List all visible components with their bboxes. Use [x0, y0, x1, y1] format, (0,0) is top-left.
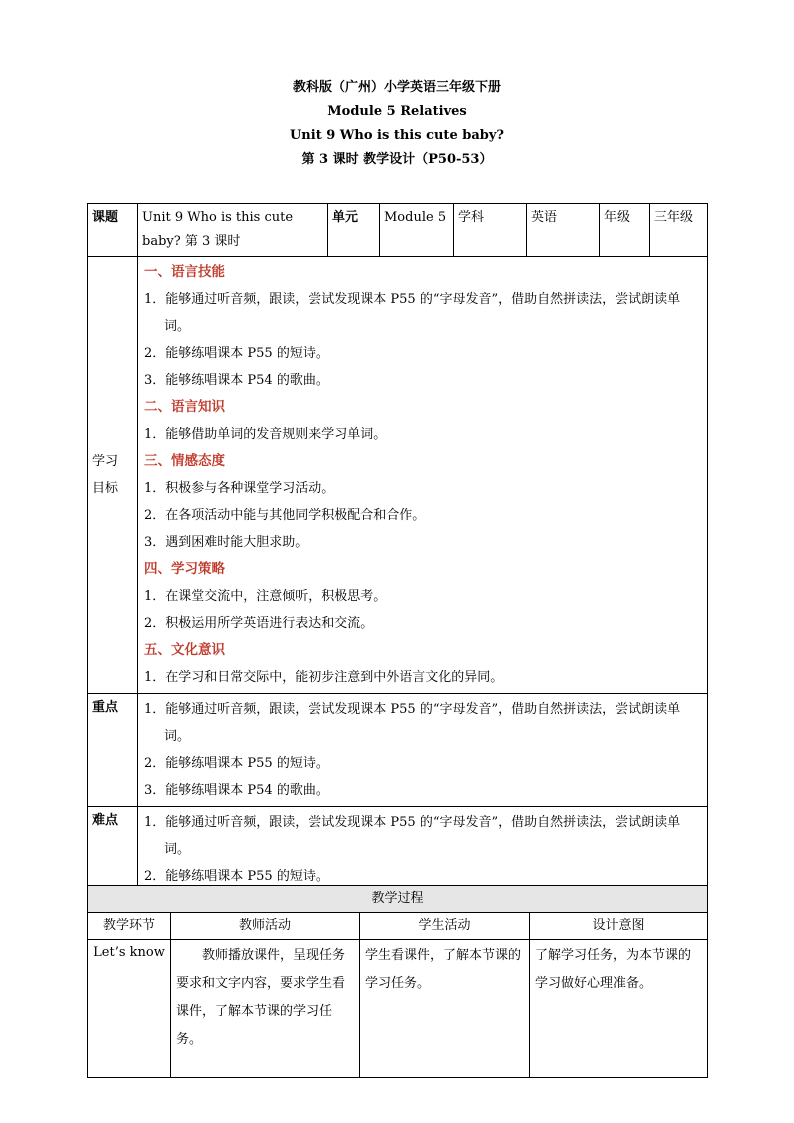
difficulties-row [88, 807, 708, 893]
section-title: 三、情感态度 [144, 453, 225, 469]
process-title: 教学过程 [88, 886, 708, 913]
title-lesson: 第 3 课时 教学设计（P50-53） [301, 152, 493, 167]
header-student: 学生活动 [360, 913, 530, 940]
objective-item: 1．在学习和日常交际中，能初步注意到中外语言文化的异同。 [144, 670, 504, 685]
lesson-plan-table [87, 203, 708, 893]
section-title: 一、语言技能 [144, 264, 225, 280]
objective-section [144, 637, 701, 691]
objective-section [144, 259, 701, 394]
topic-value: Unit 9 Who is this cute baby? 第 3 课时 [138, 204, 328, 257]
student-activity-cell: 学生看课件，了解本节课的学习任务。 [360, 940, 530, 1078]
difficulties-content [138, 807, 708, 893]
unit-label: 单元 [328, 204, 380, 257]
teacher-activity-cell: 教师播放课件，呈现任务要求和文字内容，要求学生看课件，了解本节课的学习任务。 [171, 940, 360, 1078]
objectives-label [88, 257, 138, 694]
key-points-content [138, 694, 708, 807]
objective-item: 3．遇到困难时能大胆求助。 [144, 535, 309, 550]
process-row [88, 940, 708, 1078]
info-row [88, 204, 708, 257]
objectives-content [138, 257, 708, 694]
objective-item: 1．在课堂交流中，注意倾听，积极思考。 [144, 589, 387, 604]
subject-value: 英语 [527, 204, 600, 257]
difficulty-item: 1．能够通过听音频，跟读，尝试发现课本 P55 的“字母发音”，借助自然拼读法，尝试朗读单词。 [144, 815, 681, 857]
section-title: 四、学习策略 [144, 561, 225, 577]
difficulty-item: 2．能够练唱课本 P55 的短诗。 [144, 869, 329, 884]
header-intent: 设计意图 [530, 913, 708, 940]
objective-item: 2．在各项活动中能与其他同学积极配合和合作。 [144, 508, 426, 523]
objective-section [144, 448, 701, 556]
title-textbook: 教科版（广州）小学英语三年级下册 [292, 80, 501, 95]
objective-item: 2．能够练唱课本 P55 的短诗。 [144, 346, 329, 361]
objective-item: 1．积极参与各种课堂学习活动。 [144, 481, 335, 496]
header-stage: 教学环节 [88, 913, 171, 940]
objective-item: 3．能够练唱课本 P54 的歌曲。 [144, 373, 329, 388]
difficulties-label: 难点 [88, 807, 138, 893]
objective-section [144, 394, 701, 448]
topic-label: 课题 [88, 204, 138, 257]
title-module: Module 5 Relatives [327, 104, 467, 119]
subject-label: 学科 [454, 204, 527, 257]
unit-value: Module 5 [380, 204, 454, 257]
title-unit: Unit 9 Who is this cute baby? [289, 128, 505, 143]
grade-value: 三年级 [650, 204, 708, 257]
process-header-row [88, 913, 708, 940]
key-points-row [88, 694, 708, 807]
objective-section [144, 556, 701, 637]
design-intent-cell: 了解学习任务，为本节课的学习做好心理准备。 [530, 940, 708, 1078]
header-teacher: 教师活动 [171, 913, 360, 940]
process-title-row [88, 886, 708, 913]
key-points-label: 重点 [88, 694, 138, 807]
stage-cell: Let’s know [88, 940, 171, 1078]
section-title: 二、语言知识 [144, 399, 225, 415]
objective-item: 1．能够借助单词的发音规则来学习单词。 [144, 427, 387, 442]
teaching-process-table [87, 885, 708, 1078]
key-point-item: 1．能够通过听音频，跟读，尝试发现课本 P55 的“字母发音”，借助自然拼读法，尝试朗读单词。 [144, 702, 681, 744]
objectives-row [88, 257, 708, 694]
objective-item: 1．能够通过听音频，跟读，尝试发现课本 P55 的“字母发音”，借助自然拼读法，尝试朗读单词。 [144, 292, 681, 334]
document-title-block [0, 76, 794, 172]
key-point-item: 3．能够练唱课本 P54 的歌曲。 [144, 783, 329, 798]
section-title: 五、文化意识 [144, 642, 225, 658]
key-point-item: 2．能够练唱课本 P55 的短诗。 [144, 756, 329, 771]
objective-item: 2．积极运用所学英语进行表达和交流。 [144, 616, 374, 631]
grade-label: 年级 [600, 204, 650, 257]
objectives-label-text: 学习目标 [92, 454, 119, 496]
